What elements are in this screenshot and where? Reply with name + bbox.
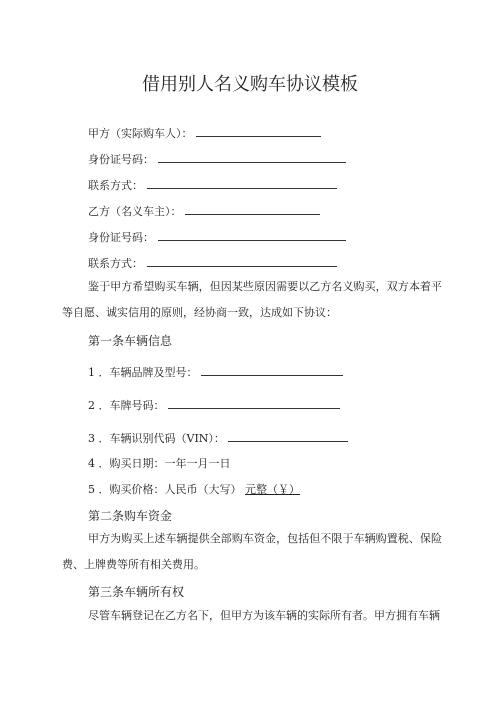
party-b-id-label: 身份证号码：: [88, 231, 154, 244]
party-b-id-line: [88, 229, 346, 245]
party-b-name-field[interactable]: [185, 203, 320, 215]
party-b-id-field[interactable]: [158, 229, 346, 241]
plate-number-line: [88, 397, 340, 413]
intro-paragraph: 鉴于甲方希望购买车辆，但因某些原因需要以乙方名义购买，双方本着平等自愿、诚实信用的原则，经协商一致，达成如下协议：: [62, 280, 442, 319]
article-3-body: 尽管车辆登记在乙方名下，但甲方为该车辆的实际所有者。甲方拥有车辆: [88, 609, 440, 622]
party-a-name-field[interactable]: [196, 125, 321, 137]
party-b-contact-field[interactable]: [147, 255, 337, 267]
vin-field[interactable]: [228, 430, 348, 442]
plate-number-label: 2 ．车牌号码：: [88, 399, 165, 412]
party-a-label: 甲方（实际购车人）：: [88, 127, 193, 140]
party-a-contact-line: [88, 177, 337, 193]
article-3-heading: 第三条车辆所有权: [88, 585, 185, 599]
article-2-heading: 第二条购车资金: [88, 509, 173, 523]
purchase-date-line: 4 ．购买日期：一年一月一日: [88, 457, 231, 470]
article-2-body: 甲方为购买上述车辆提供全部购车资金，包括但不限于车辆购置税、保险费、上牌费等所有相关费用。: [62, 532, 442, 571]
party-a-line: [88, 125, 321, 141]
party-b-contact-label: 联系方式：: [88, 257, 143, 270]
vin-line: [88, 430, 348, 446]
party-b-line: [88, 203, 320, 219]
purchase-price-amount: 元整（￥）: [245, 483, 300, 496]
article-1-heading: 第一条车辆信息: [88, 334, 173, 348]
vin-label: 3 ．车辆识别代码（VIN）：: [88, 432, 225, 445]
vehicle-model-field[interactable]: [201, 364, 343, 376]
party-b-contact-line: [88, 255, 337, 271]
vehicle-model-line: [88, 364, 343, 380]
party-a-id-line: [88, 151, 346, 167]
document-title: 借用别人名义购车协议模板: [142, 74, 358, 95]
party-b-label: 乙方（名义车主）：: [88, 205, 182, 218]
purchase-price-label: 5 ．购买价格：人民币（大写）: [88, 483, 242, 496]
vehicle-model-label: 1 ．车辆品牌及型号：: [88, 366, 198, 379]
plate-number-field[interactable]: [168, 397, 340, 409]
party-a-contact-field[interactable]: [147, 177, 337, 189]
party-a-id-label: 身份证号码：: [88, 153, 154, 166]
party-a-contact-label: 联系方式：: [88, 179, 143, 192]
purchase-price-line: [88, 483, 300, 497]
party-a-id-field[interactable]: [158, 151, 346, 163]
